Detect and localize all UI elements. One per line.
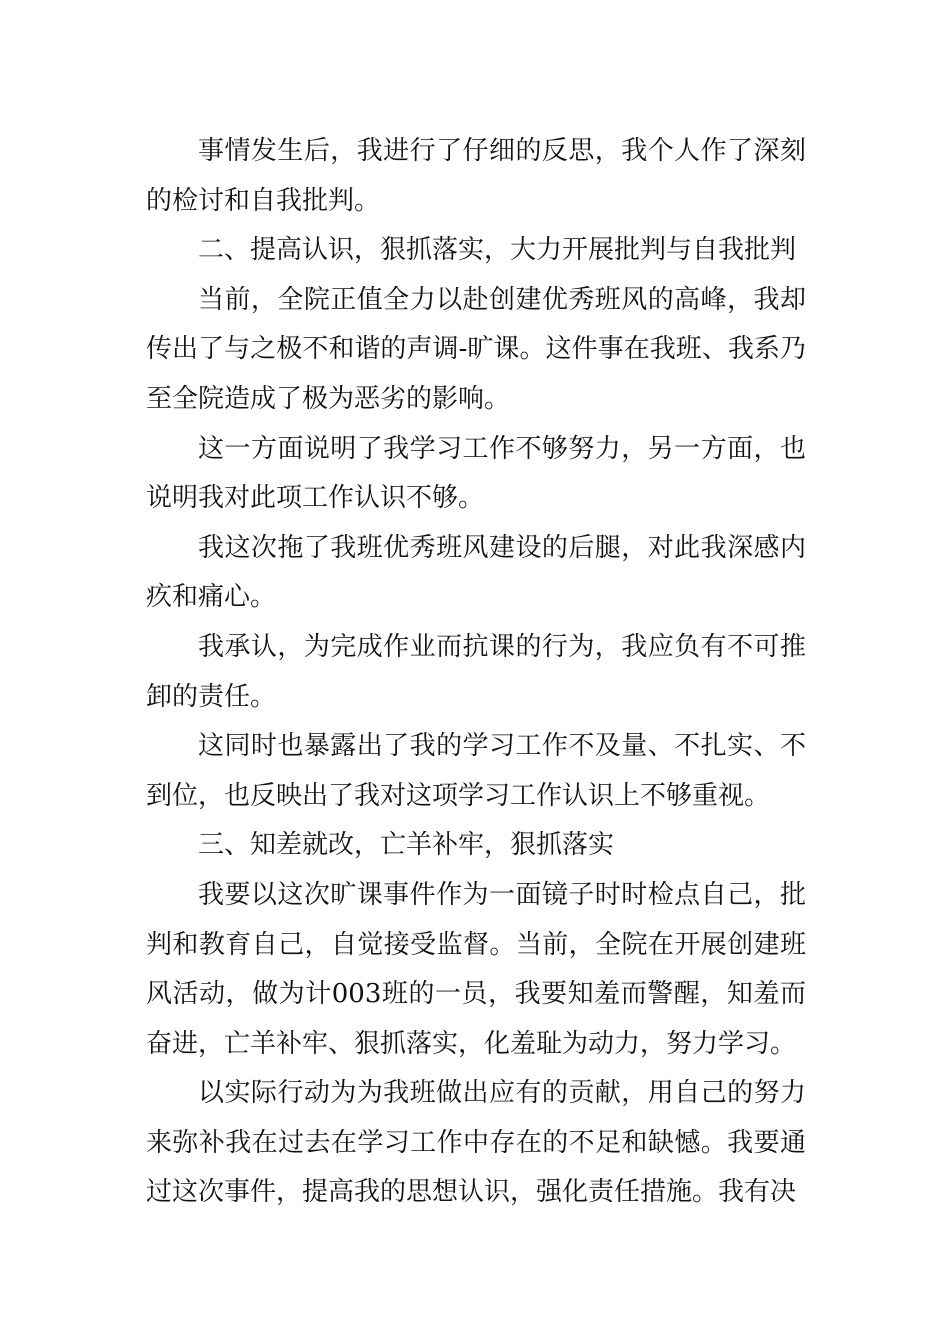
paragraph-reflection: 事情发生后，我进行了仔细的反思，我个人作了深刻的检讨和自我批判。	[146, 136, 806, 216]
paragraph-current-situation: 当前，全院正值全力以赴创建优秀班风的高峰，我却传出了与之极不和谐的声调-旷课。这件事在我班、我系乃至全院造成了极为恶劣的影响。	[146, 284, 806, 414]
paragraph-held-back: 我这次拖了我班优秀班风建设的后腿，对此我深感内疚和痛心。	[146, 532, 806, 613]
section-heading-3: 三、知差就改，亡羊补牢，狠抓落实	[198, 830, 615, 861]
paragraph-exposed-problems: 这同时也暴露出了我的学习工作不及量、不扎实、不到位，也反映出了我对这项学习工作认识上不够重视。	[146, 731, 806, 811]
paragraph-not-enough-effort: 这一方面说明了我学习工作不够努力，另一方面，也说明我对此项工作认识不够。	[146, 433, 806, 514]
paragraph-mirror: 我要以这次旷课事件作为一面镜子时时检点自己，批判和教育自己，自觉接受监督。当前，全院在开展创建班风活动，做为计003班的一员，我要知羞而警醒，知羞而奋进，亡羊补牢、狠抓落实，化羞耻为动力，努力学习。	[146, 879, 806, 1059]
document-body	[146, 127, 806, 1218]
section-heading-2: 二、提高认识，狠抓落实，大力开展批判与自我批判	[198, 235, 797, 266]
paragraph-actions: 以实际行动为为我班做出应有的贡献，用自己的努力来弥补我在过去在学习工作中存在的不足和缺憾。我要通过这次事件，提高我的思想认识，强化责任措施。我有决	[146, 1078, 806, 1208]
paragraph-responsibility: 我承认，为完成作业而抗课的行为，我应负有不可推卸的责任。	[146, 631, 806, 712]
